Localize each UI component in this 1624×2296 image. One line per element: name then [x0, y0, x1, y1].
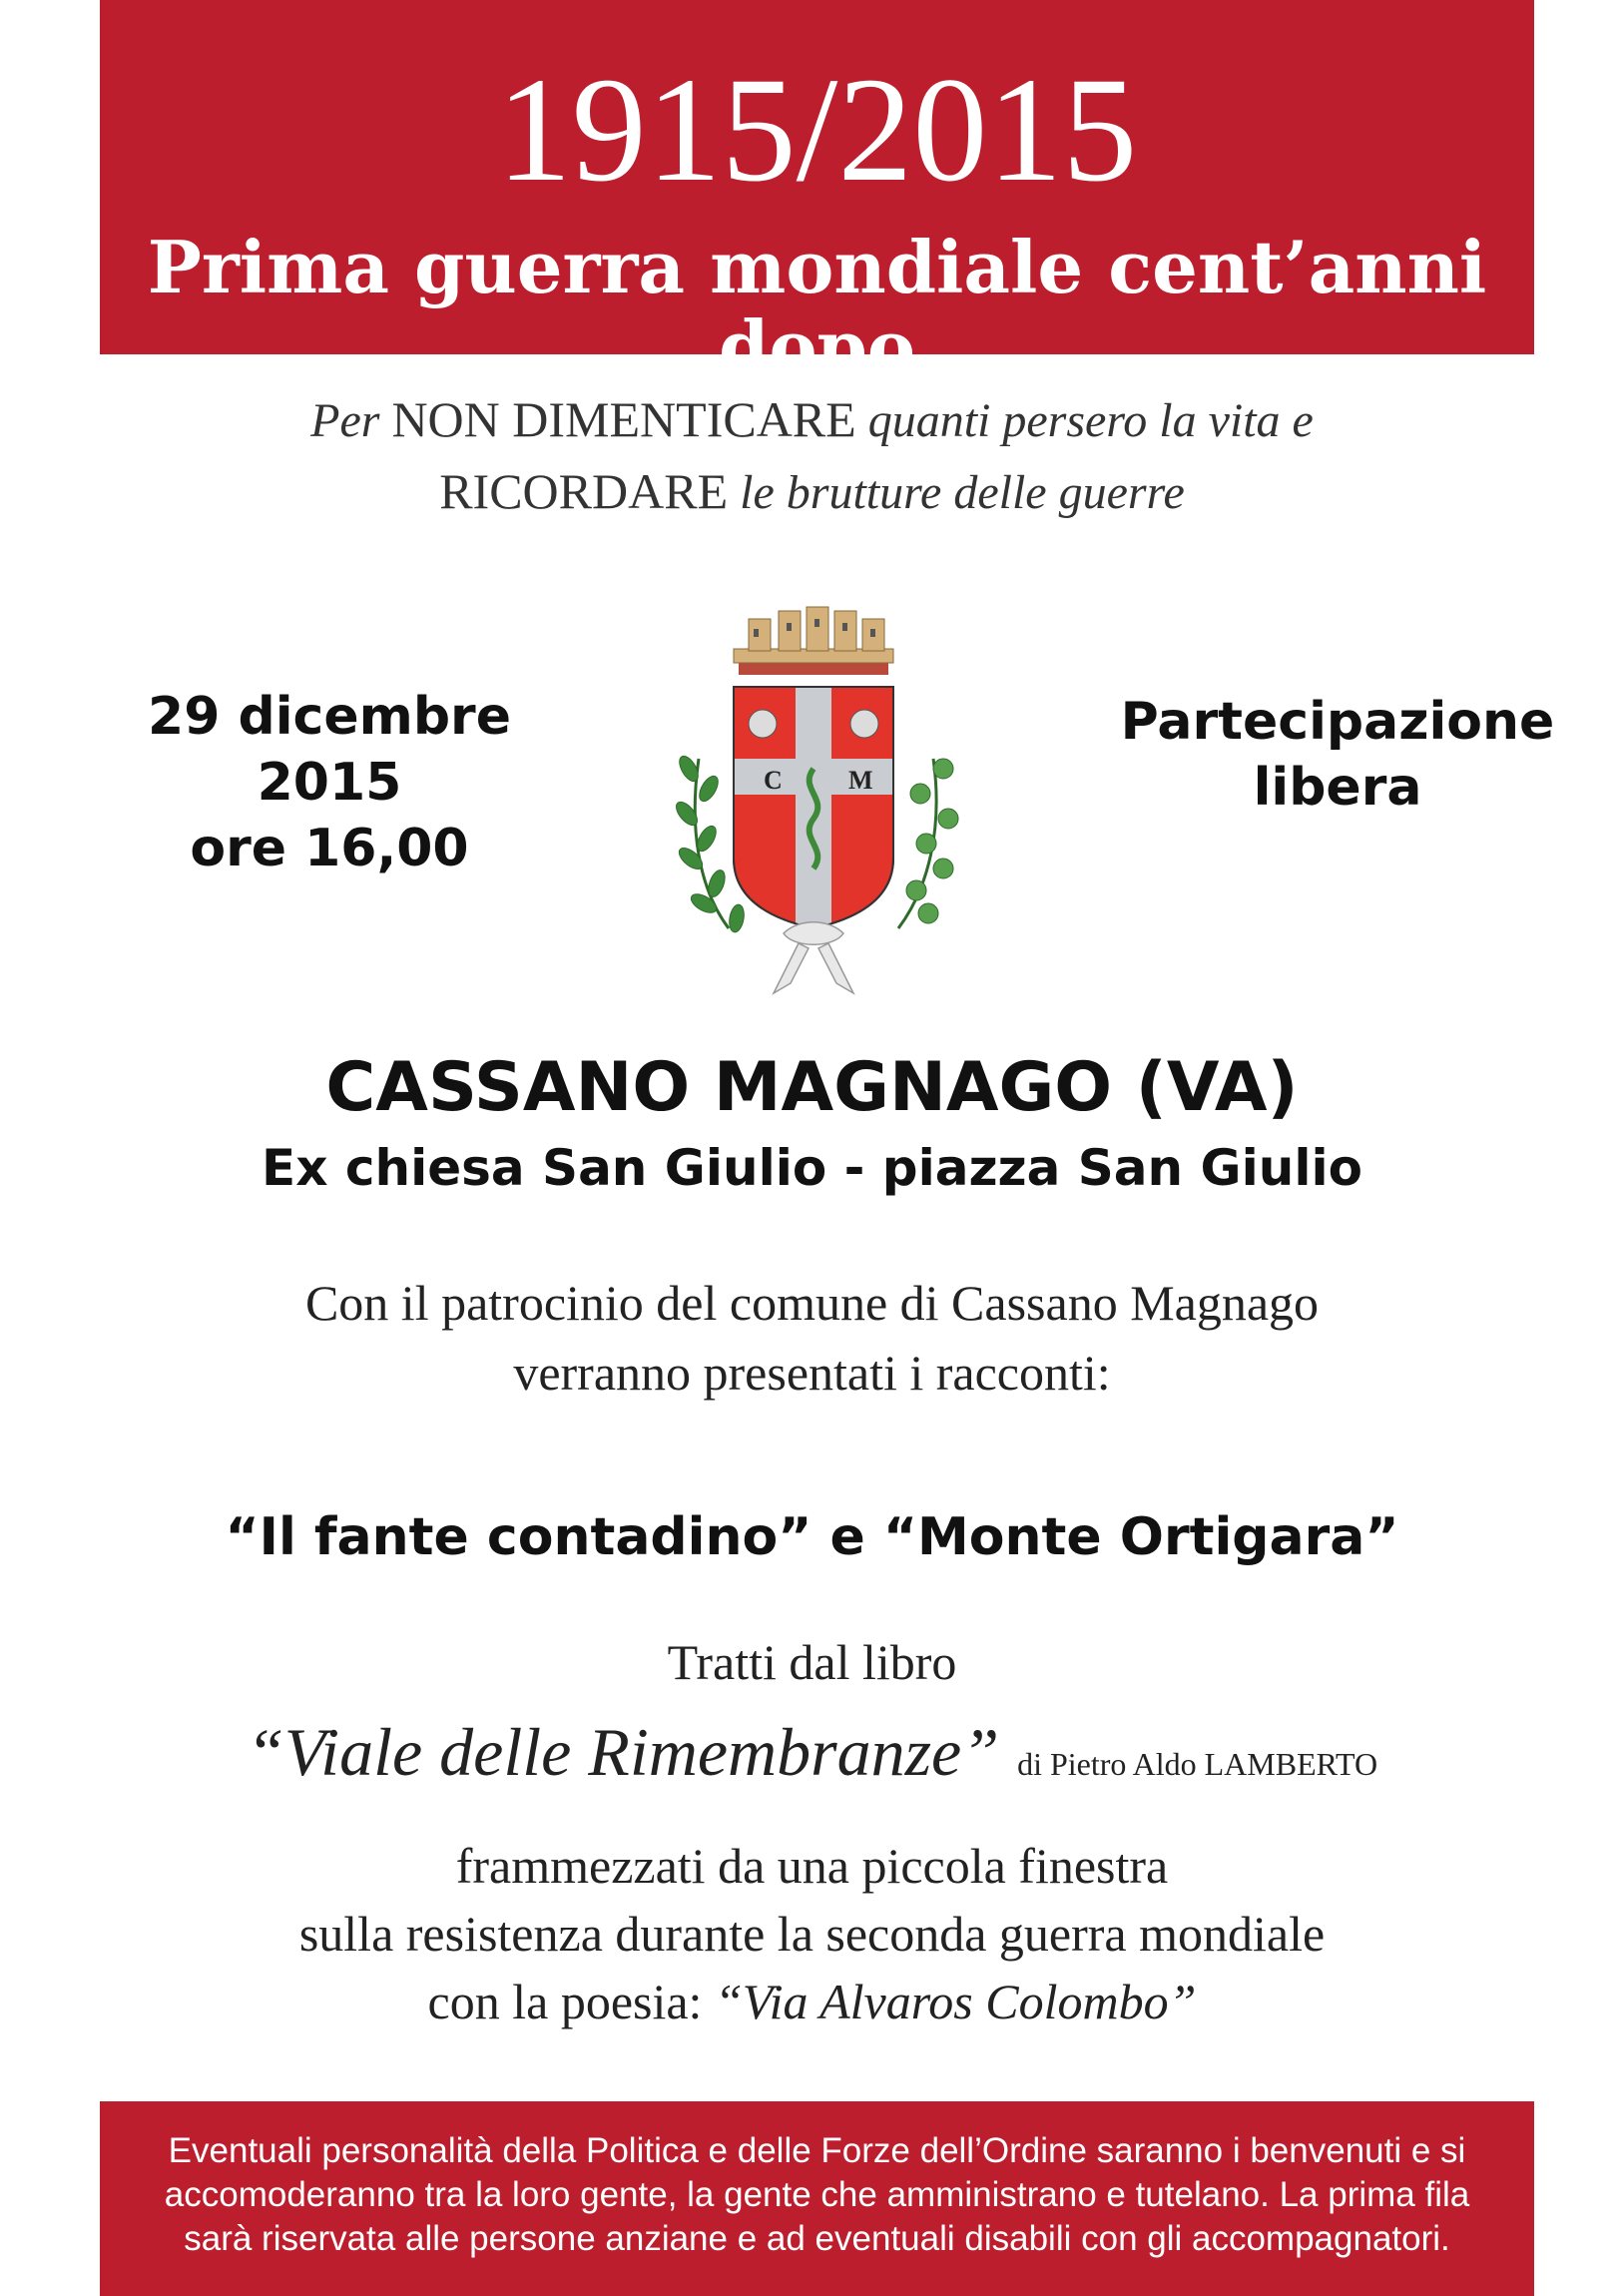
patronage-text — [0, 1268, 1624, 1408]
header-banner — [100, 0, 1534, 389]
book-title: “Viale delle Rimembranze” — [246, 1714, 1000, 1790]
crest-letter-left: C — [764, 766, 783, 795]
intro-caps-non-dimenticare: NON DIMENTICARE — [391, 391, 856, 447]
crown-icon — [734, 607, 893, 675]
patronage-line-2: verranno presentati i racconti: — [513, 1345, 1111, 1401]
book-intro: Tratti dal libro — [667, 1634, 957, 1690]
closing-line-3 — [0, 1968, 1624, 2035]
poem-title: “Via Alvaros Colombo” — [714, 1974, 1197, 2029]
header-years: 1915/2015 — [496, 47, 1138, 213]
closing-line-1: frammezzati da una piccola finestra — [455, 1838, 1169, 1894]
closing-line-3-intro: con la poesia: — [427, 1974, 703, 2029]
event-participation — [1108, 689, 1567, 821]
event-date: 29 dicembre 2015 — [148, 687, 511, 813]
footer-banner — [100, 2101, 1534, 2296]
intro-word: Per — [310, 394, 380, 447]
shield-icon — [734, 687, 893, 928]
book-author: di Pietro Aldo LAMBERTO — [1017, 1746, 1378, 1782]
closing-line-2: sulla resistenza durante la seconda guerra mondiale — [298, 1906, 1326, 1962]
tales-titles: “Il fante contadino” e “Monte Ortigara” — [225, 1507, 1399, 1567]
intro-line-2 — [0, 456, 1624, 528]
intro-caps-ricordare: RICORDARE — [439, 463, 729, 519]
crest-letter-right: M — [848, 766, 873, 795]
location-title: CASSANO MAGNAGO (VA) — [325, 1048, 1299, 1127]
ribbon-icon — [774, 922, 853, 993]
intro-phrase: quanti persero la vita e — [867, 394, 1314, 447]
oak-branch-icon — [898, 759, 958, 928]
header-subtitle: Prima guerra mondiale cent’anni dopo — [147, 225, 1487, 389]
intro-text — [0, 384, 1624, 528]
intro-line-1 — [0, 384, 1624, 456]
book-line — [0, 1712, 1624, 1792]
intro-phrase-2: le brutture delle guerre — [740, 466, 1185, 519]
participation-line-2: libera — [1253, 758, 1422, 818]
event-time: ore 16,00 — [190, 819, 469, 878]
participation-line-1: Partecipazione — [1120, 692, 1555, 752]
patronage-line-1: Con il patrocinio del comune di Cassano Magnago — [304, 1275, 1320, 1331]
footer-notice: Eventuali personalità della Politica e delle Forze dell’Ordine saranno i benvenuti e si accomoderanno tra la loro gente, la gente che amministrano e tutelano. La prima fila sarà riservata alle persone anziane e ad eventuali disabili con gli accompagnatori. — [164, 2131, 1470, 2258]
event-datetime — [70, 684, 589, 881]
closing-text — [0, 1832, 1624, 2035]
coat-of-arms-icon — [659, 599, 968, 998]
location-venue: Ex chiesa San Giulio - piazza San Giulio — [262, 1139, 1362, 1197]
